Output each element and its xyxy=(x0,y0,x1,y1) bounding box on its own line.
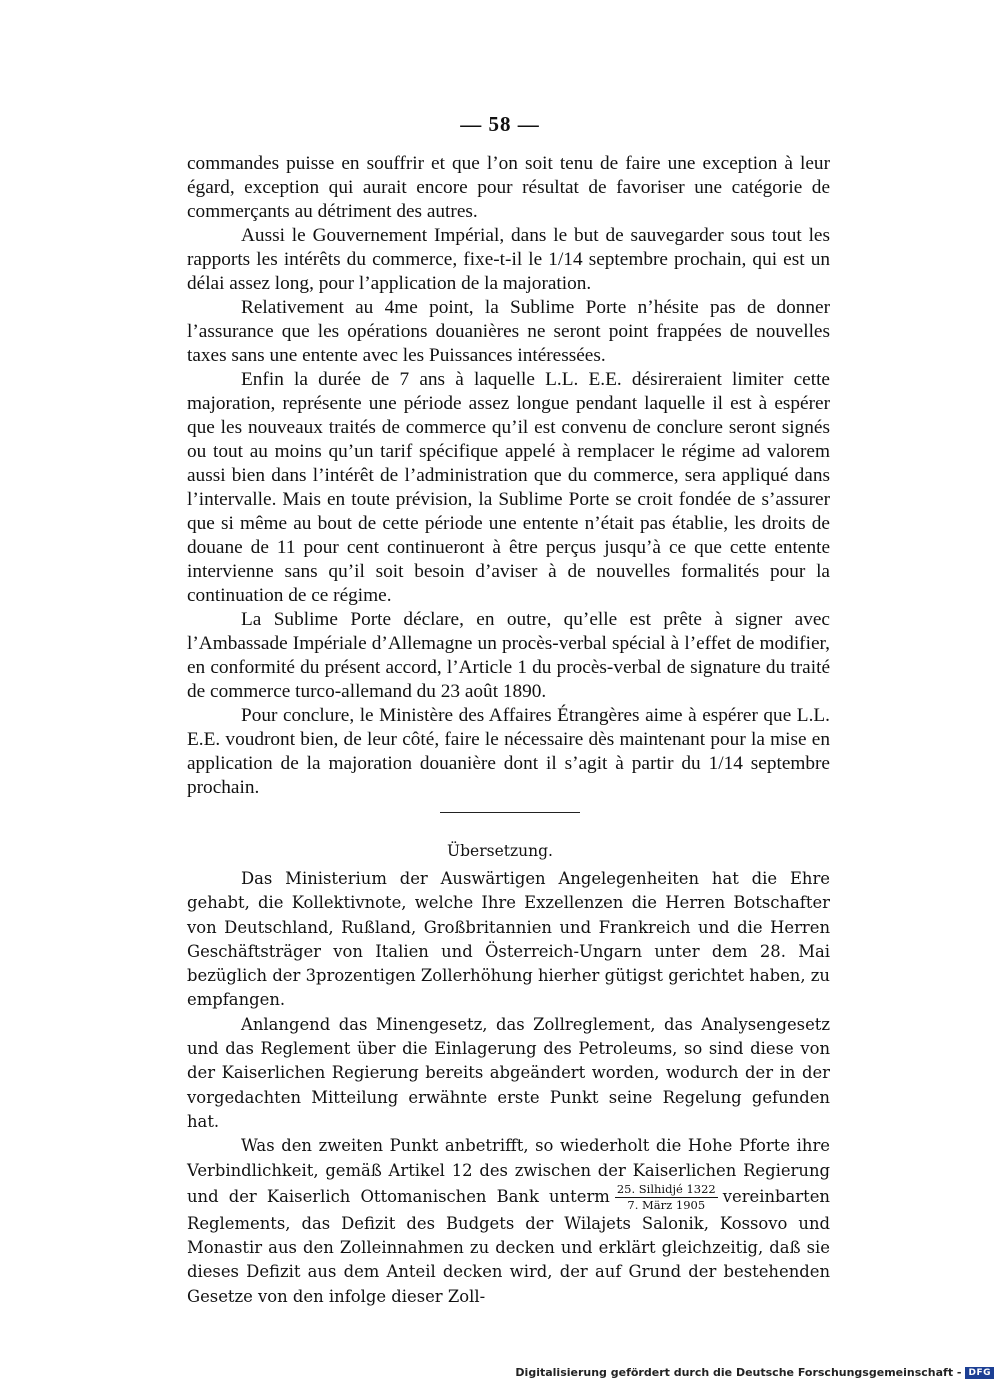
german-paragraph-text: vereinbarten Reglements, das Defizit des Budgets der Wilajets Salonik, Kossovo und Monastir aus den Zolleinnahmen zu decken und erklärt gleichzeitig, daß sie dieses Defizit aus dem Anteil decken wird, der auf Grund der bestehenden Gesetze von den infolge dieser Zoll- xyxy=(187,1186,830,1306)
date-fraction-denominator: 7. März 1905 xyxy=(627,1197,706,1212)
page-number: — 58 — xyxy=(460,112,540,136)
section-title: Übersetzung. xyxy=(447,842,553,860)
french-paragraph: Pour conclure, le Ministère des Affaires Étrangères aime à espérer que L.L. E.E. voudront bien, de leur côté, faire le nécessaire dès maintenant pour la mise en application de la majoration douanière dont il s’agit à partir du 1/14 septembre prochain. xyxy=(187,705,830,798)
dfg-logo: DFG xyxy=(965,1367,994,1379)
german-paragraph: Das Ministerium der Auswärtigen Angelegenheiten hat die Ehre gehabt, die Kollektivnote, welche Ihre Exzellenzen die Herren Botschafter von Deutschland, Rußland, Großbritannien und Frankreich und die Herren Geschäftsträger von Italien und Österreich-Ungarn unter dem 28. Mai bezüglich der 3prozentigen Zollerhöhung hierher gütigst gerichtet haben, zu empfangen. xyxy=(187,869,830,1010)
date-fraction xyxy=(615,1183,718,1212)
date-fraction-numerator: 25. Silhidjé 1322 xyxy=(616,1181,716,1196)
french-paragraph: La Sublime Porte déclare, en outre, qu’elle est prête à signer avec l’Ambassade Impériale d’Allemagne un procès-verbal spécial à l’effet de modifier, en conformité du présent accord, l’Article 1 du procès-verbal de signature du traité de commerce turco-allemand du 23 août 1890. xyxy=(187,609,830,702)
footer xyxy=(515,1366,994,1379)
german-paragraph: Anlangend das Minengesetz, das Zollreglement, das Analysengesetz und das Reglement über die Einlagerung des Petroleums, so sind diese von der Kaiserlichen Regierung bereits abgeändert worden, wodurch der in der vorgedachten Mitteilung erwähnte erste Punkt seine Regelung gefunden hat. xyxy=(187,1014,830,1131)
german-paragraph-text: Was den zweiten Punkt anbetrifft, so wiederholt die Hohe Pforte ihre Verbindlichkeit, gemäß Artikel 12 des zwischen der Kaiserlichen Regierung und der Kaiserlich Ottomanischen Bank unterm xyxy=(187,1136,830,1206)
section-divider xyxy=(440,812,580,813)
french-paragraph: Enfin la durée de 7 ans à laquelle L.L. E.E. désireraient limiter cette majoration, représente une période assez longue pendant laquelle il est à espérer que les nouveaux traités de commerce qu’il est convenu de conclure seront signés ou tout au moins qu’un tarif spécifique appelé à remplacer le régime ad valorem aussi bien dans l’intérêt de l’administration que du commerce, sera appliqué dans l’intervalle. Mais en toute prévision, la Sublime Porte se croit fondée de s’assurer que si même au bout de cette période une entente n’était pas établie, les droits de douane de 11 pour cent continueront à être perçus jusqu’à ce que cette entente intervienne sans qu’il soit besoin d’aviser à de nouvelles formalités pour la continuation de ce régime. xyxy=(187,369,830,606)
german-text-block xyxy=(187,867,830,1309)
french-text-block xyxy=(187,152,830,800)
footer-text: Digitalisierung gefördert durch die Deutsche Forschungsgemeinschaft - xyxy=(515,1366,962,1379)
french-paragraph: Relativement au 4me point, la Sublime Porte n’hésite pas de donner l’assurance que les opérations douanières ne seront point frappées de nouvelles taxes sans une entente avec les Puissances intéressées. xyxy=(187,297,830,366)
french-paragraph: commandes puisse en souffrir et que l’on soit tenu de faire une exception à leur égard, exception qui aurait encore pour résultat de favoriser une catégorie de commerçants au détriment des autres. xyxy=(187,153,830,222)
german-paragraph-with-date xyxy=(187,1134,830,1309)
french-paragraph: Aussi le Gouvernement Impérial, dans le but de sauvegarder sous tout les rapports les intérêts du commerce, fixe-t-il le 1/14 septembre prochain, qui est un délai assez long, pour l’application de la majoration. xyxy=(187,225,830,294)
